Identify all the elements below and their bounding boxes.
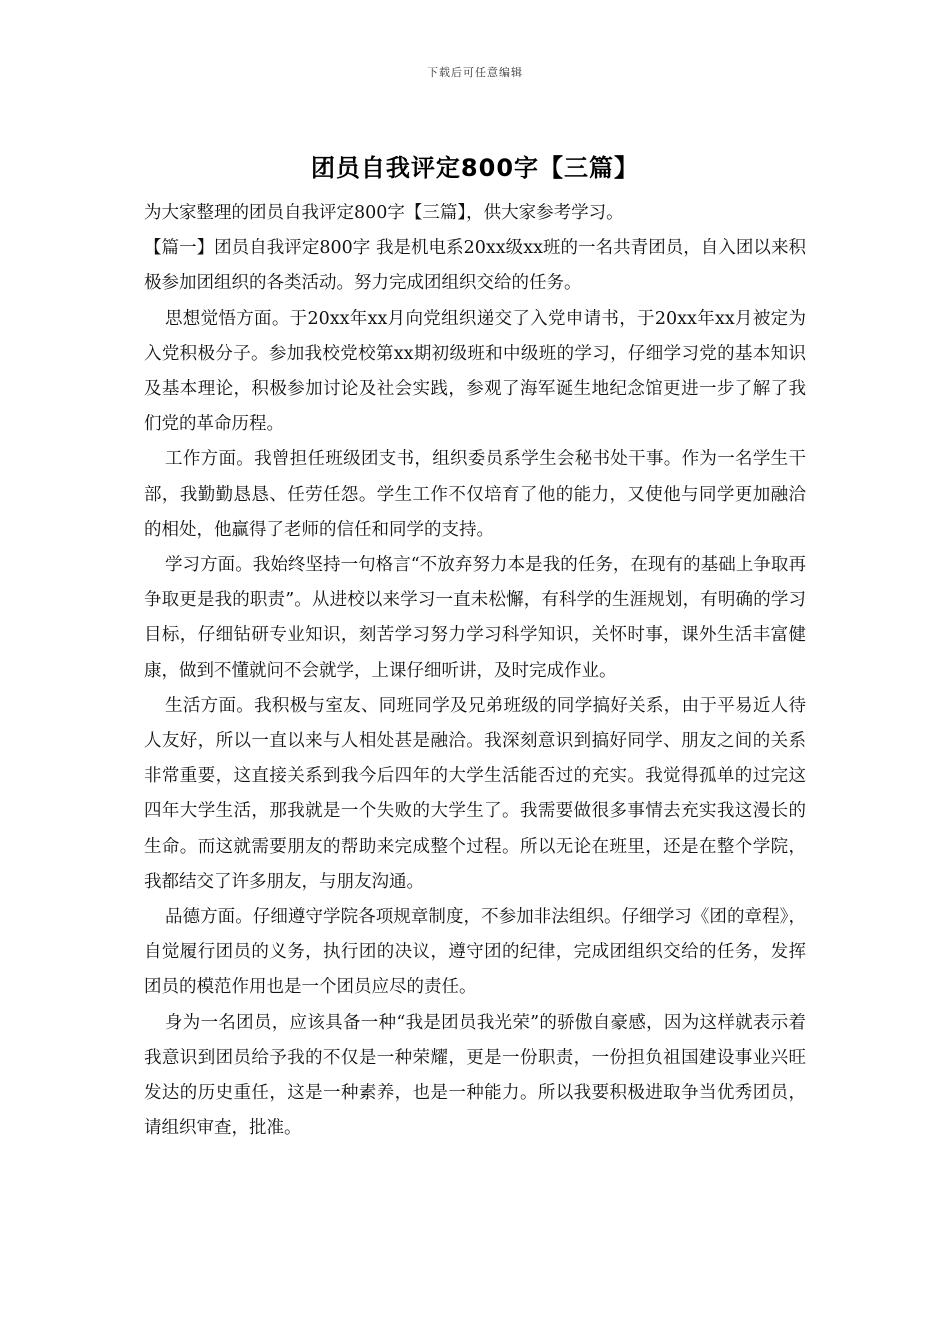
paragraph: 学习方面。我始终坚持一句格言“不放弃努力本是我的任务，在现有的基础上争取再争取更是我的职责”。从进校以来学习一直未松懈，有科学的生涯规划，有明确的学习目标，仔细钻研专业知识，刻苦学习努力学习科学知识，关怀时事，课外生活丰富健康，做到不懂就问不会就学，上课仔细听讲，及时完成作业。 xyxy=(144,555,806,681)
page-header: 下载后可任意编辑 xyxy=(427,66,523,79)
document-title: 团员自我评定800字【三篇】 xyxy=(310,154,640,182)
paragraph: 身为一名团员，应该具备一种“我是团员我光荣”的骄傲自豪感，因为这样就表示着我意识到团员给予我的不仅是一种荣耀，更是一份职责，一份担负祖国建设事业兴旺发达的历史重任，这是一种素养，也是一种能力。所以我要积极进取争当优秀团员，请组织审查，批准。 xyxy=(144,1012,806,1139)
paragraph: 工作方面。我曾担任班级团支书，组织委员系学生会秘书处干事。作为一名学生干部，我勤勤恳恳、任劳任怨。学生工作不仅培育了他的能力，又使他与同学更加融洽的相处，他赢得了老师的信任和同学的支持。 xyxy=(144,449,806,540)
document-body xyxy=(144,196,806,1146)
intro-paragraph: 为大家整理的团员自我评定800字【三篇】，供大家参考学习。 xyxy=(144,203,624,223)
paragraph: 【篇一】团员自我评定800字 我是机电系20xx级xx班的一名共青团员，自入团以来积极参加团组织的各类活动。努力完成团组织交给的任务。 xyxy=(144,238,806,294)
paragraph: 思想觉悟方面。于20xx年xx月向党组织递交了入党申请书，于20xx年xx月被定为入党积极分子。参加我校党校第xx期初级班和中级班的学习，仔细学习党的基本知识及基本理论，积极参加讨论及社会实践，参观了海军诞生地纪念馆更进一步了解了我们党的革命历程。 xyxy=(144,308,806,435)
paragraph: 品德方面。仔细遵守学院各项规章制度，不参加非法组织。仔细学习《团的章程》，自觉履行团员的义务，执行团的决议，遵守团的纪律，完成团组织交给的任务，发挥团员的模范作用也是一个团员应尽的责任。 xyxy=(144,907,806,998)
paragraph: 生活方面。我积极与室友、同班同学及兄弟班级的同学搞好关系，由于平易近人待人友好，所以一直以来与人相处甚是融洽。我深刻意识到搞好同学、朋友之间的关系非常重要，这直接关系到我今后四年的大学生活能否过的充实。我觉得孤单的过完这四年大学生活，那我就是一个失败的大学生了。我需要做很多事情去充实我这漫长的生命。而这就需要朋友的帮助来完成整个过程。所以无论在班里，还是在整个学院，我都结交了许多朋友，与朋友沟通。 xyxy=(144,695,806,892)
